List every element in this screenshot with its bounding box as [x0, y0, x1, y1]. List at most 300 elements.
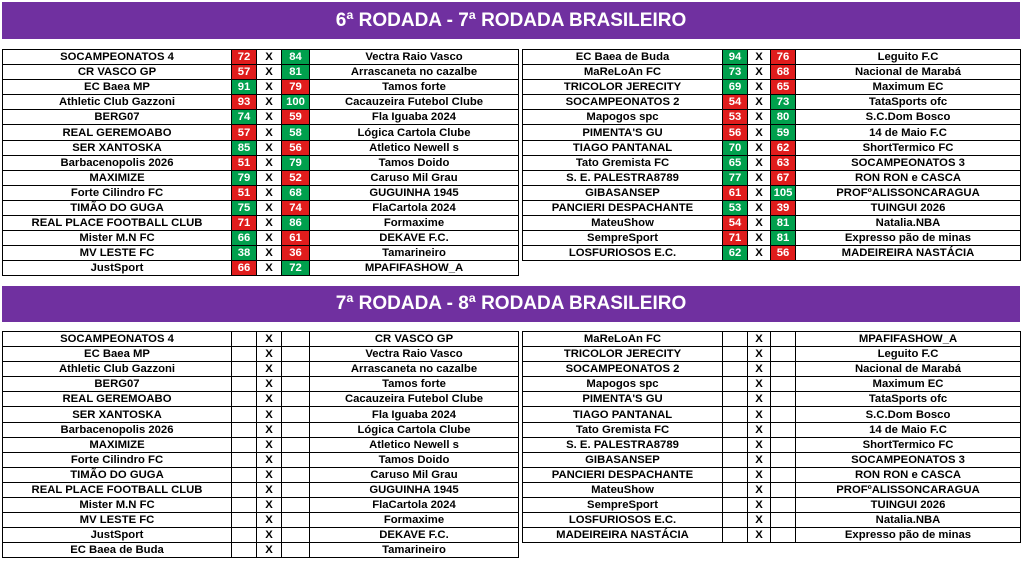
match-row	[3, 140, 519, 155]
away-score	[282, 513, 310, 528]
away-score: 84	[282, 50, 310, 65]
match-row	[3, 125, 519, 140]
match-row	[3, 65, 519, 80]
home-score	[723, 332, 748, 347]
away-team: Tamos Doido	[310, 452, 519, 467]
away-score: 72	[282, 261, 310, 276]
away-score: 74	[282, 200, 310, 215]
match-row	[523, 362, 1021, 377]
home-score	[723, 452, 748, 467]
home-score: 72	[232, 50, 257, 65]
away-team: Leguito F.C	[796, 50, 1021, 65]
home-score: 74	[232, 110, 257, 125]
away-score: 80	[771, 110, 796, 125]
away-team: TataSports ofc	[796, 95, 1021, 110]
away-score: 59	[282, 110, 310, 125]
away-team: SOCAMPEONATOS 3	[796, 155, 1021, 170]
home-team: LOSFURIOSOS E.C.	[523, 513, 723, 528]
home-score: 85	[232, 140, 257, 155]
away-team: Cacauzeira Futebol Clube	[310, 95, 519, 110]
home-score: 73	[723, 65, 748, 80]
away-team: Natalia.NBA	[796, 513, 1021, 528]
home-team: CR VASCO GP	[3, 65, 232, 80]
home-score	[232, 422, 257, 437]
versus-mark: X	[257, 95, 282, 110]
match-row	[3, 377, 519, 392]
round-7-banner	[2, 286, 1020, 322]
versus-mark: X	[748, 155, 771, 170]
away-score	[771, 452, 796, 467]
away-score: 58	[282, 125, 310, 140]
home-team: JustSport	[3, 528, 232, 543]
versus-mark: X	[748, 125, 771, 140]
home-team: PIMENTA'S GU	[523, 392, 723, 407]
versus-mark: X	[257, 332, 282, 347]
match-row	[523, 216, 1021, 231]
home-team: Tato Gremista FC	[523, 422, 723, 437]
away-team: CR VASCO GP	[310, 332, 519, 347]
away-score	[282, 437, 310, 452]
versus-mark: X	[257, 80, 282, 95]
versus-mark: X	[257, 155, 282, 170]
away-score: 68	[771, 65, 796, 80]
home-score: 57	[232, 65, 257, 80]
versus-mark: X	[257, 452, 282, 467]
versus-mark: X	[748, 498, 771, 513]
home-score	[232, 513, 257, 528]
away-team: Atletico Newell s	[310, 437, 519, 452]
away-score	[282, 362, 310, 377]
home-score	[723, 377, 748, 392]
away-score: 105	[771, 185, 796, 200]
away-score	[771, 347, 796, 362]
match-row	[3, 185, 519, 200]
away-team: MPAFIFASHOW_A	[796, 332, 1021, 347]
versus-mark: X	[748, 140, 771, 155]
away-score	[771, 437, 796, 452]
home-score	[723, 422, 748, 437]
away-team: PROFºALISSONCARAGUA	[796, 482, 1021, 497]
home-score	[723, 498, 748, 513]
home-score	[723, 482, 748, 497]
home-score: 62	[723, 246, 748, 261]
home-team: SOCAMPEONATOS 4	[3, 50, 232, 65]
home-score	[232, 467, 257, 482]
home-team: BERG07	[3, 377, 232, 392]
versus-mark: X	[748, 467, 771, 482]
home-score: 53	[723, 110, 748, 125]
away-score: 62	[771, 140, 796, 155]
match-row	[3, 110, 519, 125]
versus-mark: X	[257, 125, 282, 140]
away-team: Formaxime	[310, 513, 519, 528]
versus-mark: X	[748, 50, 771, 65]
home-team: PANCIERI DESPACHANTE	[523, 200, 723, 215]
away-score: 100	[282, 95, 310, 110]
home-score: 66	[232, 231, 257, 246]
match-row	[523, 513, 1021, 528]
home-team: MateuShow	[523, 482, 723, 497]
home-team: MaReLoAn FC	[523, 65, 723, 80]
away-team: TUINGUI 2026	[796, 498, 1021, 513]
versus-mark: X	[257, 528, 282, 543]
match-row	[523, 185, 1021, 200]
match-row	[3, 543, 519, 558]
match-row	[523, 170, 1021, 185]
home-team: MADEIREIRA NASTÁCIA	[523, 528, 723, 543]
away-score: 73	[771, 95, 796, 110]
versus-mark: X	[257, 513, 282, 528]
versus-mark: X	[748, 95, 771, 110]
home-team: MV LESTE FC	[3, 246, 232, 261]
away-team: GUGUINHA 1945	[310, 185, 519, 200]
away-score	[771, 467, 796, 482]
versus-mark: X	[748, 377, 771, 392]
home-team: Mapogos spc	[523, 110, 723, 125]
home-team: REAL GEREMOABO	[3, 125, 232, 140]
away-team: Caruso Mil Grau	[310, 467, 519, 482]
home-team: MV LESTE FC	[3, 513, 232, 528]
away-score	[282, 422, 310, 437]
away-team: GUGUINHA 1945	[310, 482, 519, 497]
away-score	[771, 528, 796, 543]
versus-mark: X	[748, 513, 771, 528]
versus-mark: X	[257, 110, 282, 125]
match-row	[523, 80, 1021, 95]
home-team: Barbacenopolis 2026	[3, 422, 232, 437]
match-row	[3, 155, 519, 170]
away-team: Cacauzeira Futebol Clube	[310, 392, 519, 407]
home-score: 69	[723, 80, 748, 95]
home-score: 71	[232, 216, 257, 231]
versus-mark: X	[748, 170, 771, 185]
away-score: 76	[771, 50, 796, 65]
away-score	[282, 392, 310, 407]
away-score	[771, 332, 796, 347]
home-team: MaReLoAn FC	[523, 332, 723, 347]
away-team: Vectra Raio Vasco	[310, 347, 519, 362]
versus-mark: X	[748, 65, 771, 80]
away-team: Tamos Doido	[310, 155, 519, 170]
away-team: ShortTermico FC	[796, 437, 1021, 452]
versus-mark: X	[748, 437, 771, 452]
away-team: Atletico Newell s	[310, 140, 519, 155]
away-score	[282, 407, 310, 422]
away-score: 86	[282, 216, 310, 231]
versus-mark: X	[257, 407, 282, 422]
home-score: 54	[723, 95, 748, 110]
away-score	[771, 377, 796, 392]
home-team: REAL PLACE FOOTBALL CLUB	[3, 482, 232, 497]
away-team: Fla Iguaba 2024	[310, 407, 519, 422]
away-score	[771, 513, 796, 528]
away-team: Maximum EC	[796, 80, 1021, 95]
versus-mark: X	[748, 407, 771, 422]
match-row	[523, 140, 1021, 155]
away-team: Formaxime	[310, 216, 519, 231]
versus-mark: X	[257, 50, 282, 65]
away-score: 61	[282, 231, 310, 246]
away-team: 14 de Maio F.C	[796, 422, 1021, 437]
match-row	[3, 362, 519, 377]
home-team: TRICOLOR JERECITY	[523, 80, 723, 95]
home-score: 77	[723, 170, 748, 185]
match-row	[3, 80, 519, 95]
match-row	[523, 155, 1021, 170]
home-team: TRICOLOR JERECITY	[523, 347, 723, 362]
away-score	[282, 347, 310, 362]
home-team: SER XANTOSKA	[3, 407, 232, 422]
versus-mark: X	[748, 80, 771, 95]
away-score	[282, 528, 310, 543]
home-team: EC Baea de Buda	[523, 50, 723, 65]
home-team: Barbacenopolis 2026	[3, 155, 232, 170]
home-team: Mister M.N FC	[3, 231, 232, 246]
home-team: LOSFURIOSOS E.C.	[523, 246, 723, 261]
home-score	[723, 528, 748, 543]
home-team: MateuShow	[523, 216, 723, 231]
home-score	[723, 513, 748, 528]
round-6-left-table	[2, 49, 519, 276]
home-team: Mapogos spc	[523, 377, 723, 392]
home-team: SER XANTOSKA	[3, 140, 232, 155]
home-team: REAL GEREMOABO	[3, 392, 232, 407]
match-row	[3, 216, 519, 231]
match-row	[523, 200, 1021, 215]
match-row	[3, 392, 519, 407]
home-score	[232, 362, 257, 377]
home-score	[723, 392, 748, 407]
versus-mark: X	[257, 200, 282, 215]
home-score	[232, 452, 257, 467]
match-row	[3, 422, 519, 437]
home-score	[232, 543, 257, 558]
away-team: S.C.Dom Bosco	[796, 110, 1021, 125]
home-team: EC Baea MP	[3, 347, 232, 362]
home-team: Forte Cilindro FC	[3, 452, 232, 467]
home-team: TIMÃO DO GUGA	[3, 200, 232, 215]
home-score: 65	[723, 155, 748, 170]
match-row	[523, 125, 1021, 140]
home-team: SOCAMPEONATOS 2	[523, 95, 723, 110]
versus-mark: X	[257, 65, 282, 80]
home-team: Mister M.N FC	[3, 498, 232, 513]
home-team: REAL PLACE FOOTBALL CLUB	[3, 216, 232, 231]
away-team: S.C.Dom Bosco	[796, 407, 1021, 422]
versus-mark: X	[257, 261, 282, 276]
home-score	[232, 332, 257, 347]
away-team: TUINGUI 2026	[796, 200, 1021, 215]
match-row	[523, 246, 1021, 261]
match-row	[3, 437, 519, 452]
home-score	[232, 377, 257, 392]
versus-mark: X	[748, 392, 771, 407]
versus-mark: X	[748, 231, 771, 246]
match-row	[3, 231, 519, 246]
match-row	[3, 528, 519, 543]
home-score: 66	[232, 261, 257, 276]
match-row	[523, 407, 1021, 422]
home-team: SempreSport	[523, 498, 723, 513]
match-row	[3, 513, 519, 528]
home-team: S. E. PALESTRA8789	[523, 170, 723, 185]
home-score: 54	[723, 216, 748, 231]
home-score	[232, 392, 257, 407]
versus-mark: X	[257, 246, 282, 261]
home-score: 51	[232, 185, 257, 200]
away-score: 81	[771, 216, 796, 231]
away-team: Vectra Raio Vasco	[310, 50, 519, 65]
away-team: Leguito F.C	[796, 347, 1021, 362]
versus-mark: X	[748, 422, 771, 437]
match-row	[3, 482, 519, 497]
away-team: Lógica Cartola Clube	[310, 422, 519, 437]
match-row	[523, 65, 1021, 80]
round-6-title: 6ª RODADA - 7ª RODADA BRASILEIRO	[335, 9, 687, 31]
away-score: 68	[282, 185, 310, 200]
versus-mark: X	[748, 332, 771, 347]
home-team: MAXIMIZE	[3, 170, 232, 185]
versus-mark: X	[748, 110, 771, 125]
match-row	[523, 452, 1021, 467]
home-score: 91	[232, 80, 257, 95]
away-score	[771, 482, 796, 497]
match-row	[523, 332, 1021, 347]
home-score	[723, 362, 748, 377]
home-team: Athletic Club Gazzoni	[3, 95, 232, 110]
match-row	[523, 95, 1021, 110]
match-row	[523, 110, 1021, 125]
versus-mark: X	[257, 231, 282, 246]
away-score	[282, 332, 310, 347]
away-team: MADEIREIRA NASTÁCIA	[796, 246, 1021, 261]
match-row	[3, 347, 519, 362]
match-row	[523, 377, 1021, 392]
home-score	[723, 347, 748, 362]
match-row	[523, 50, 1021, 65]
home-team: GIBASANSEP	[523, 185, 723, 200]
match-row	[523, 347, 1021, 362]
home-team: SempreSport	[523, 231, 723, 246]
versus-mark: X	[257, 498, 282, 513]
home-team: Athletic Club Gazzoni	[3, 362, 232, 377]
round-6-right-table	[522, 49, 1021, 261]
away-team: Nacional de Marabá	[796, 65, 1021, 80]
home-score: 79	[232, 170, 257, 185]
versus-mark: X	[748, 216, 771, 231]
home-score	[723, 467, 748, 482]
away-score: 56	[771, 246, 796, 261]
away-score	[771, 498, 796, 513]
versus-mark: X	[748, 362, 771, 377]
away-score: 81	[771, 231, 796, 246]
away-team: Maximum EC	[796, 377, 1021, 392]
match-row	[3, 50, 519, 65]
home-score	[232, 482, 257, 497]
match-row	[523, 231, 1021, 246]
versus-mark: X	[748, 482, 771, 497]
away-team: Nacional de Marabá	[796, 362, 1021, 377]
home-team: JustSport	[3, 261, 232, 276]
away-team: DEKAVE F.C.	[310, 231, 519, 246]
versus-mark: X	[257, 482, 282, 497]
versus-mark: X	[257, 362, 282, 377]
home-score: 38	[232, 246, 257, 261]
home-team: GIBASANSEP	[523, 452, 723, 467]
versus-mark: X	[748, 185, 771, 200]
home-score	[232, 347, 257, 362]
away-team: Tamos forte	[310, 377, 519, 392]
away-score: 59	[771, 125, 796, 140]
away-score	[282, 377, 310, 392]
match-row	[3, 407, 519, 422]
versus-mark: X	[257, 543, 282, 558]
away-score: 36	[282, 246, 310, 261]
away-team: FlaCartola 2024	[310, 200, 519, 215]
away-team: PROFºALISSONCARAGUA	[796, 185, 1021, 200]
home-team: TIAGO PANTANAL	[523, 140, 723, 155]
away-team: Arrascaneta no cazalbe	[310, 65, 519, 80]
home-score	[723, 437, 748, 452]
versus-mark: X	[748, 452, 771, 467]
away-team: Lógica Cartola Clube	[310, 125, 519, 140]
home-team: EC Baea de Buda	[3, 543, 232, 558]
home-team: SOCAMPEONATOS 4	[3, 332, 232, 347]
round-6-banner	[2, 2, 1020, 39]
home-score	[232, 407, 257, 422]
home-score: 51	[232, 155, 257, 170]
versus-mark: X	[257, 392, 282, 407]
away-score: 39	[771, 200, 796, 215]
versus-mark: X	[257, 347, 282, 362]
home-team: TIMÃO DO GUGA	[3, 467, 232, 482]
match-row	[3, 498, 519, 513]
round-7-right-table	[522, 331, 1021, 543]
home-team: S. E. PALESTRA8789	[523, 437, 723, 452]
home-team: SOCAMPEONATOS 2	[523, 362, 723, 377]
home-team: EC Baea MP	[3, 80, 232, 95]
away-team: Natalia.NBA	[796, 216, 1021, 231]
versus-mark: X	[748, 246, 771, 261]
home-score	[232, 498, 257, 513]
away-team: TataSports ofc	[796, 392, 1021, 407]
round-7-title: 7ª RODADA - 8ª RODADA BRASILEIRO	[335, 293, 687, 314]
match-row	[523, 392, 1021, 407]
versus-mark: X	[257, 422, 282, 437]
match-row	[3, 452, 519, 467]
match-row	[523, 528, 1021, 543]
away-score: 63	[771, 155, 796, 170]
away-score	[771, 362, 796, 377]
home-score: 71	[723, 231, 748, 246]
away-team: MPAFIFASHOW_A	[310, 261, 519, 276]
match-row	[3, 261, 519, 276]
away-team: Expresso pão de minas	[796, 528, 1021, 543]
away-team: Caruso Mil Grau	[310, 170, 519, 185]
home-team: Forte Cilindro FC	[3, 185, 232, 200]
match-row	[523, 422, 1021, 437]
versus-mark: X	[257, 377, 282, 392]
home-score: 94	[723, 50, 748, 65]
away-team: RON RON e CASCA	[796, 170, 1021, 185]
home-score: 53	[723, 200, 748, 215]
away-score	[771, 392, 796, 407]
away-score: 79	[282, 155, 310, 170]
match-row	[523, 467, 1021, 482]
home-score	[232, 437, 257, 452]
home-team: MAXIMIZE	[3, 437, 232, 452]
away-score: 65	[771, 80, 796, 95]
